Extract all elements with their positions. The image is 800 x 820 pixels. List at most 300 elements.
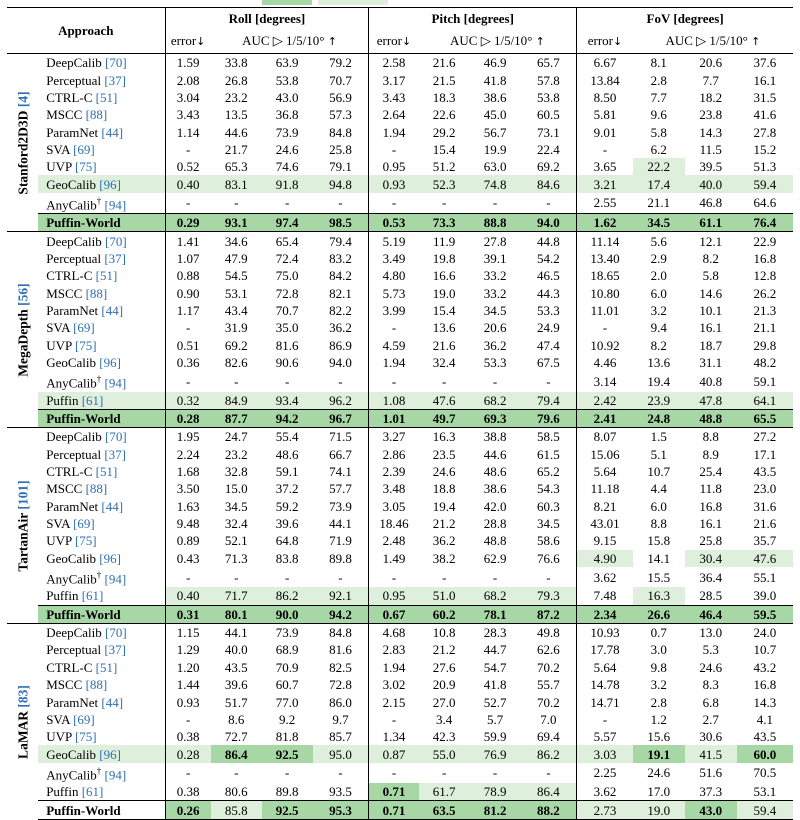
dataset-label: Stanford2D3D [4]: [7, 54, 38, 232]
value-cell: 33.8: [211, 54, 262, 72]
value-cell: 0.51: [165, 336, 211, 353]
value-cell: 55.1: [753, 569, 777, 585]
value-cell: 6.0: [650, 498, 667, 514]
value-cell: 13.6: [432, 320, 456, 336]
value-cell: 2.39: [369, 463, 419, 480]
value-cell: -: [577, 141, 633, 158]
value-cell: 0.31: [165, 605, 211, 623]
value-cell: 67.5: [537, 355, 560, 370]
value-cell: 65.2: [537, 464, 560, 480]
value-cell: 82.5: [329, 659, 352, 675]
value-cell: 7.0: [540, 711, 557, 727]
table-row: [7, 250, 793, 267]
method-name: ParamNet [44]: [46, 694, 124, 710]
value-cell: 69.4: [537, 729, 560, 745]
value-cell: 11.5: [699, 141, 722, 157]
value-cell: 52.3: [419, 175, 470, 192]
value-cell: 73.9: [262, 623, 313, 641]
value-cell: 53.1: [753, 784, 777, 800]
value-cell: -: [285, 569, 290, 585]
method-name: GeoCalib [96]: [38, 745, 165, 762]
value-cell: 59.5: [737, 605, 793, 623]
value-cell: 27.8: [753, 124, 777, 140]
value-cell: 1.59: [165, 54, 211, 72]
method-name: MSCC [88]: [46, 481, 108, 497]
value-cell: 55.7: [537, 677, 560, 693]
value-cell: 7.7: [702, 72, 719, 88]
dataset-label: TartanAir [101]: [7, 428, 38, 624]
value-cell: 48.2: [753, 355, 777, 370]
value-cell: 14.3: [699, 124, 723, 140]
value-cell: 20.6: [483, 320, 507, 336]
value-cell: 9.8: [650, 659, 667, 675]
value-cell: 36.2: [329, 320, 352, 336]
method-name: Perceptual [37]: [46, 250, 126, 266]
value-cell: 80.1: [211, 605, 262, 623]
value-cell: 3.27: [369, 428, 419, 446]
value-cell: 39.6: [275, 516, 299, 532]
value-cell: 60.0: [737, 745, 793, 762]
method-name: MSCC [88]: [46, 107, 108, 123]
value-cell: 3.49: [369, 250, 419, 267]
value-cell: 59.1: [275, 464, 299, 480]
value-cell: 94.8: [313, 175, 369, 192]
value-cell: 4.46: [577, 354, 633, 371]
method-name: UVP [75]: [46, 159, 97, 175]
value-cell: 65.4: [262, 232, 313, 250]
value-cell: 2.42: [577, 392, 633, 410]
value-cell: -: [492, 195, 498, 211]
value-cell: 27.6: [432, 659, 456, 675]
value-cell: 11.18: [577, 480, 633, 497]
value-cell: 44.1: [211, 623, 262, 641]
value-cell: 24.6: [647, 765, 671, 781]
value-cell: 2.8: [650, 72, 667, 88]
value-cell: 59.2: [275, 498, 299, 514]
value-cell: 3.05: [369, 498, 419, 515]
value-cell: 71.3: [224, 550, 248, 566]
value-cell: 1.34: [369, 728, 419, 745]
value-cell: 93.1: [211, 214, 262, 232]
table-row: [7, 89, 793, 106]
value-cell: 24.6: [699, 659, 723, 675]
value-cell: 8.07: [577, 428, 633, 446]
value-cell: 24.9: [537, 320, 560, 336]
value-cell: 38.8: [470, 428, 521, 446]
value-cell: 2.41: [577, 409, 633, 427]
value-cell: 3.99: [369, 302, 419, 319]
method-name: SVA [69]: [46, 141, 95, 157]
value-cell: 86.4: [211, 745, 262, 762]
value-cell: 14.71: [577, 693, 633, 710]
value-cell: 0.53: [369, 214, 419, 232]
value-cell: 28.8: [483, 516, 507, 532]
value-cell: 79.4: [313, 232, 369, 250]
value-cell: 53.8: [537, 89, 560, 105]
value-cell: -: [234, 195, 239, 211]
value-cell: 2.64: [369, 106, 419, 123]
value-cell: 54.5: [224, 268, 248, 284]
results-table: [7, 7, 793, 820]
value-cell: 19.1: [633, 745, 685, 762]
value-cell: 30.6: [699, 729, 723, 745]
value-cell: 2.15: [369, 693, 419, 710]
value-cell: -: [234, 765, 239, 781]
table-row: [7, 498, 793, 515]
value-cell: 94.2: [262, 409, 313, 427]
value-cell: 4.1: [756, 711, 773, 727]
value-cell: 70.9: [275, 659, 299, 675]
value-cell: 19.4: [432, 498, 456, 514]
value-cell: 16.8: [753, 677, 777, 693]
value-cell: 92.5: [262, 745, 313, 762]
value-cell: 0.88: [165, 267, 211, 284]
value-cell: 5.64: [577, 463, 633, 480]
value-cell: 91.8: [262, 175, 313, 192]
value-cell: 3.50: [165, 480, 211, 497]
value-cell: 1.29: [165, 641, 211, 658]
value-cell: 0.38: [165, 783, 211, 801]
value-cell: 71.7: [211, 587, 262, 605]
method-name: GeoCalib [96]: [46, 550, 121, 566]
value-cell: 0.52: [165, 158, 211, 175]
value-cell: 21.1: [647, 195, 671, 211]
table-row: [7, 123, 793, 140]
value-cell: 18.2: [699, 89, 723, 105]
table-row: [7, 232, 793, 250]
value-cell: 23.9: [633, 392, 685, 410]
value-cell: 3.43: [369, 89, 419, 106]
value-cell: 18.65: [577, 267, 633, 284]
value-cell: 84.8: [313, 623, 369, 641]
method-name: Puffin-World: [38, 801, 165, 819]
value-cell: 14.78: [577, 676, 633, 693]
value-cell: -: [338, 373, 343, 389]
value-cell: 0.89: [165, 532, 211, 549]
value-cell: 3.2: [650, 302, 667, 318]
value-cell: 60.2: [419, 605, 470, 623]
value-cell: 52.1: [224, 533, 248, 549]
value-cell: 88.2: [521, 801, 577, 819]
value-cell: 63.9: [262, 54, 313, 72]
value-cell: 38.6: [483, 481, 507, 497]
value-cell: 48.6: [275, 446, 299, 462]
value-cell: 60.7: [275, 677, 299, 693]
value-cell: 68.2: [470, 392, 521, 410]
value-cell: 4.80: [369, 267, 419, 284]
value-cell: 81.6: [275, 337, 299, 353]
value-cell: 49.7: [419, 409, 470, 427]
value-cell: 13.0: [685, 623, 737, 641]
value-cell: 82.2: [329, 302, 352, 318]
value-cell: 79.4: [521, 392, 577, 410]
value-cell: 46.9: [470, 54, 521, 72]
value-cell: 86.2: [521, 745, 577, 762]
value-cell: -: [546, 765, 551, 781]
value-cell: 18.3: [432, 89, 456, 105]
value-cell: 43.5: [753, 729, 777, 745]
value-cell: 8.2: [702, 250, 719, 266]
value-cell: 77.0: [275, 694, 299, 710]
table-row: [7, 354, 793, 371]
pitch-error-header: error↓: [369, 30, 419, 54]
value-cell: -: [285, 765, 290, 781]
value-cell: 56.9: [329, 89, 352, 105]
value-cell: 35.0: [275, 320, 299, 336]
method-name: Puffin [61]: [46, 588, 104, 604]
value-cell: 1.63: [165, 498, 211, 515]
value-cell: 34.5: [483, 302, 507, 318]
value-cell: 32.4: [432, 355, 456, 370]
table-row: [7, 623, 793, 641]
value-cell: 0.32: [165, 392, 211, 410]
table-row: [7, 446, 793, 463]
value-cell: 6.0: [650, 285, 667, 301]
value-cell: 5.57: [577, 728, 633, 745]
value-cell: -: [546, 569, 551, 585]
value-cell: 55.4: [262, 428, 313, 446]
value-cell: 4.90: [577, 550, 633, 567]
value-cell: 1.62: [577, 214, 633, 232]
table-row: [7, 371, 793, 391]
value-cell: 35.7: [753, 533, 777, 549]
value-cell: 46.4: [685, 605, 737, 623]
value-cell: 20.9: [432, 677, 456, 693]
value-cell: 0.36: [165, 354, 211, 371]
value-cell: 83.8: [275, 550, 299, 566]
value-cell: 64.8: [275, 533, 299, 549]
value-cell: 11.8: [699, 481, 722, 497]
value-cell: 19.0: [633, 801, 685, 819]
value-cell: 81.8: [275, 729, 299, 745]
value-cell: 53.8: [275, 72, 299, 88]
value-cell: 86.9: [329, 337, 352, 353]
table-row: [7, 463, 793, 480]
value-cell: 16.1: [699, 516, 723, 532]
value-cell: -: [546, 373, 551, 389]
value-cell: 57.3: [329, 107, 352, 123]
value-cell: 56.7: [483, 124, 507, 140]
method-name: Puffin [61]: [46, 784, 104, 800]
table-row: [7, 267, 793, 284]
value-cell: 37.6: [737, 54, 793, 72]
method-name: Perceptual [37]: [46, 642, 126, 658]
value-cell: 12.1: [685, 232, 737, 250]
value-cell: 51.3: [753, 159, 777, 175]
value-cell: 9.01: [577, 123, 633, 140]
value-cell: 17.78: [577, 641, 633, 658]
value-cell: 64.1: [737, 392, 793, 410]
value-cell: 3.03: [577, 745, 633, 762]
value-cell: 8.50: [577, 89, 633, 106]
value-cell: 5.7: [486, 711, 504, 727]
value-cell: -: [492, 373, 498, 389]
value-cell: 93.4: [262, 392, 313, 410]
value-cell: 55.0: [419, 745, 470, 762]
value-cell: 8.21: [577, 498, 633, 515]
value-cell: 3.04: [165, 89, 211, 106]
table-row: [7, 728, 793, 745]
value-cell: 34.5: [537, 516, 560, 532]
value-cell: -: [165, 193, 211, 214]
value-cell: 15.4: [432, 302, 456, 318]
value-cell: -: [441, 373, 447, 389]
value-cell: 71.9: [329, 533, 352, 549]
value-cell: 79.1: [329, 159, 352, 175]
value-cell: 43.0: [275, 89, 299, 105]
value-cell: 21.3: [753, 302, 777, 318]
value-cell: 1.94: [369, 123, 419, 140]
value-cell: 53.3: [483, 355, 507, 370]
table-row: [7, 284, 793, 301]
value-cell: 14.6: [699, 285, 723, 301]
value-cell: 3.21: [577, 175, 633, 192]
value-cell: 1.5: [633, 428, 685, 446]
value-cell: 6.67: [577, 54, 633, 72]
table-row: [7, 319, 793, 336]
method-name: DeepCalib [70]: [38, 232, 165, 250]
legend-color-strip: [0, 0, 800, 6]
value-cell: 1.14: [165, 123, 211, 140]
value-cell: 1.07: [165, 250, 211, 267]
value-cell: 73.9: [275, 124, 299, 140]
value-cell: 7.7: [650, 89, 667, 105]
table-row: [7, 158, 793, 175]
value-cell: 2.86: [369, 446, 419, 463]
table-row: [7, 515, 793, 532]
value-cell: 13.84: [577, 71, 633, 88]
value-cell: -: [492, 765, 498, 781]
value-cell: 86.2: [262, 587, 313, 605]
value-cell: 0.7: [633, 623, 685, 641]
value-cell: 23.0: [753, 481, 777, 497]
value-cell: 44.8: [521, 232, 577, 250]
value-cell: 41.8: [483, 677, 507, 693]
value-cell: 18.46: [369, 515, 419, 532]
value-cell: 6.8: [702, 694, 719, 710]
value-cell: 19.8: [432, 250, 456, 266]
value-cell: 2.0: [650, 268, 667, 284]
value-cell: 79.2: [313, 54, 369, 72]
value-cell: 40.8: [699, 373, 723, 389]
value-cell: 25.8: [699, 533, 723, 549]
value-cell: 47.8: [685, 392, 737, 410]
value-cell: 23.5: [432, 446, 456, 462]
value-cell: 21.2: [432, 516, 456, 532]
value-cell: 87.7: [211, 409, 262, 427]
value-cell: 3.2: [650, 677, 667, 693]
value-cell: 43.5: [224, 659, 248, 675]
value-cell: 6.2: [650, 141, 667, 157]
value-cell: 1.41: [165, 232, 211, 250]
method-name: Puffin-World: [38, 214, 165, 232]
value-cell: -: [234, 569, 239, 585]
value-cell: 13.6: [647, 355, 671, 370]
value-cell: 37.2: [275, 481, 299, 497]
value-cell: 15.8: [647, 533, 671, 549]
value-cell: 10.1: [699, 302, 723, 318]
value-cell: 47.6: [737, 550, 793, 567]
value-cell: 3.17: [369, 71, 419, 88]
value-cell: 37.3: [699, 784, 723, 800]
value-cell: 95.3: [313, 801, 369, 819]
value-cell: 22.9: [737, 232, 793, 250]
value-cell: 94.0: [521, 214, 577, 232]
value-cell: 94.2: [313, 605, 369, 623]
value-cell: -: [546, 195, 551, 211]
value-cell: -: [369, 711, 419, 728]
table-row: [7, 71, 793, 88]
value-cell: 26.6: [633, 605, 685, 623]
table-row: [7, 302, 793, 319]
value-cell: -: [165, 319, 211, 336]
value-cell: 89.8: [329, 550, 352, 566]
value-cell: 0.93: [165, 693, 211, 710]
value-cell: 16.1: [699, 320, 723, 336]
value-cell: 9.7: [332, 711, 349, 727]
value-cell: 11.14: [577, 232, 633, 250]
value-cell: -: [165, 567, 211, 587]
value-cell: 54.3: [537, 481, 560, 497]
value-cell: 25.8: [329, 141, 352, 157]
value-cell: 46.5: [537, 268, 560, 284]
value-cell: 2.73: [577, 801, 633, 819]
value-cell: 72.8: [275, 285, 299, 301]
value-cell: 87.2: [521, 605, 577, 623]
value-cell: 43.5: [753, 464, 777, 480]
value-cell: 2.24: [165, 446, 211, 463]
value-cell: 11.9: [419, 232, 470, 250]
value-cell: 93.5: [329, 784, 352, 800]
value-cell: 42.3: [432, 729, 456, 745]
value-cell: 0.38: [165, 728, 211, 745]
method-name: SVA [69]: [46, 516, 95, 532]
method-name: CTRL-C [51]: [46, 659, 118, 675]
table-row: [7, 193, 793, 214]
table-row: [7, 605, 793, 623]
value-cell: 0.28: [165, 409, 211, 427]
dataset-label: MegaDepth [56]: [7, 232, 38, 428]
value-cell: 19.9: [483, 141, 507, 157]
value-cell: 70.2: [537, 659, 560, 675]
value-cell: 44.6: [483, 446, 507, 462]
value-cell: 2.34: [577, 605, 633, 623]
value-cell: 63.0: [483, 159, 507, 175]
value-cell: 4.59: [369, 336, 419, 353]
value-cell: 3.43: [165, 106, 211, 123]
value-cell: -: [441, 765, 447, 781]
value-cell: 90.0: [262, 605, 313, 623]
table-row: [7, 532, 793, 549]
value-cell: 2.08: [165, 71, 211, 88]
value-cell: 1.01: [369, 409, 419, 427]
value-cell: 73.3: [419, 214, 470, 232]
value-cell: 53.1: [224, 285, 248, 301]
value-cell: 72.8: [329, 677, 352, 693]
value-cell: 2.9: [650, 250, 667, 266]
value-cell: 18.7: [699, 337, 723, 353]
value-cell: 3.62: [577, 783, 633, 801]
value-cell: -: [441, 195, 447, 211]
value-cell: 57.7: [329, 481, 352, 497]
value-cell: -: [234, 373, 239, 389]
value-cell: 54.7: [483, 659, 507, 675]
value-cell: 8.9: [702, 446, 719, 462]
value-cell: 45.0: [483, 107, 507, 123]
value-cell: 61.7: [419, 783, 470, 801]
value-cell: 65.5: [737, 409, 793, 427]
value-cell: 39.6: [224, 677, 248, 693]
